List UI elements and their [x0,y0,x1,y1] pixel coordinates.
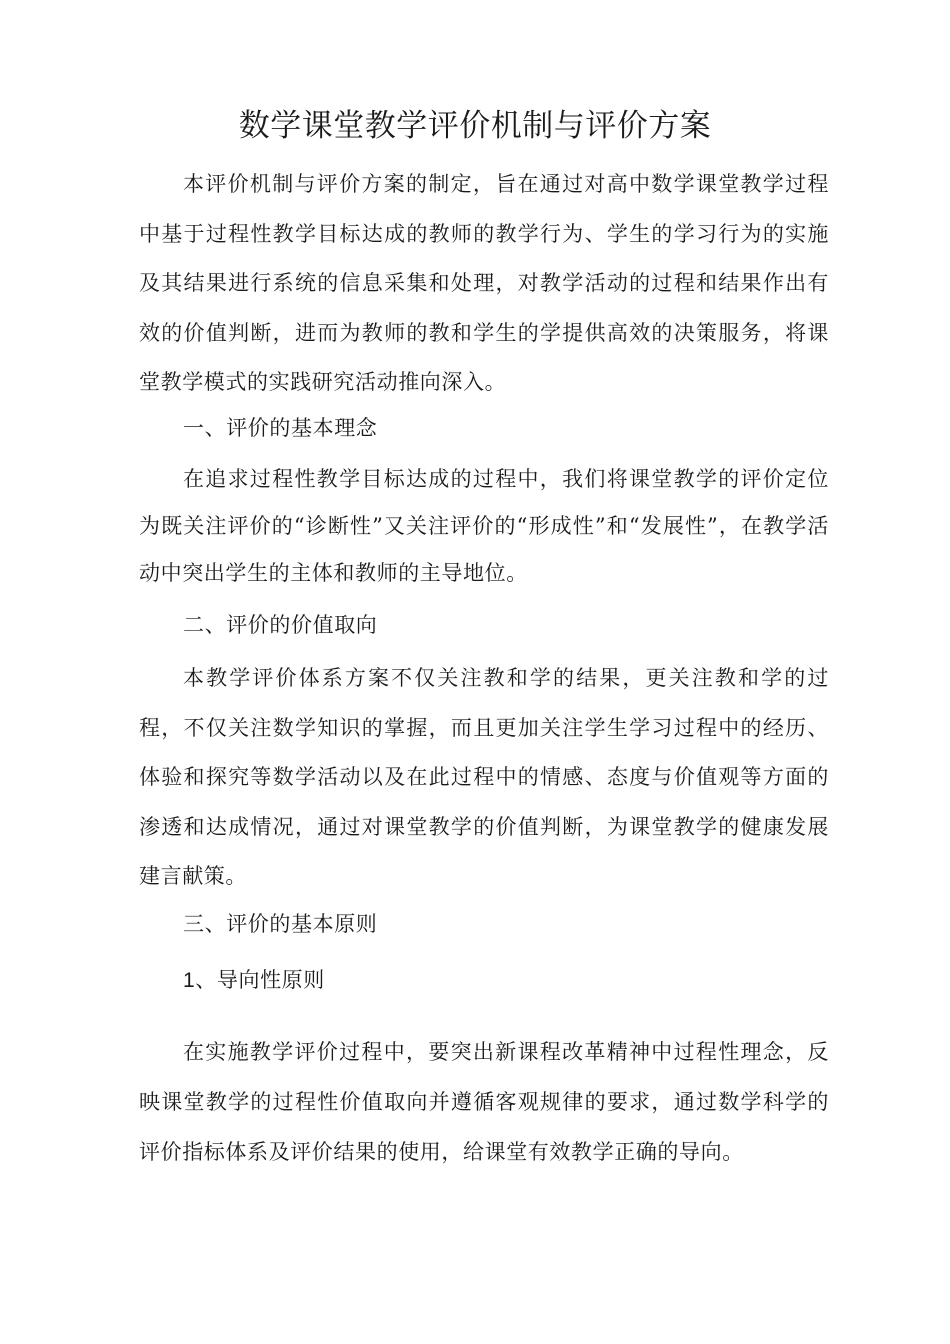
subsection-body-guidance-principle: 在实施教学评价过程中，要突出新课程改革精神中过程性理念，反映课堂教学的过程性价值取向并遵循客观规律的要求，通过数学科学的评价指标体系及评价结果的使用，给课堂有效教学正确的导向。 [139,1040,829,1164]
section-heading-value-orientation: 二、评价的价值取向 [183,613,378,637]
section-body-value-orientation: 本教学评价体系方案不仅关注教和学的结果，更关注教和学的过程，不仅关注数学知识的掌握，而且更加关注学生学习过程中的经历、体验和探究等数学活动以及在此过程中的情感、态度与价值观等方面的渗透和达成情况，通过对课堂教学的价值判断，为课堂教学的健康发展建言献策。 [139,666,829,888]
subsection-heading-guidance-principle: 1、导向性原则 [183,969,325,992]
section-heading-basic-principles: 三、评价的基本原则 [183,912,378,936]
intro-paragraph: 本评价机制与评价方案的制定，旨在通过对高中数学课堂教学过程中基于过程性教学目标达成的教师的教学行为、学生的学习行为的实施及其结果进行系统的信息采集和处理，对教学活动的过程和结果作出有效的价值判断，进而为教师的教和学生的学提供高效的决策服务，将课堂教学模式的实践研究活动推向深入。 [139,172,829,394]
section-heading-basic-concept: 一、评价的基本理念 [183,416,378,440]
document-title: 数学课堂教学评价机制与评价方案 [238,108,712,144]
section-body-basic-concept: 在追求过程性教学目标达成的过程中，我们将课堂教学的评价定位为既关注评价的“诊断性”又关注评价的“形成性”和“发展性”，在教学活动中突出学生的主体和教师的主导地位。 [139,467,829,585]
